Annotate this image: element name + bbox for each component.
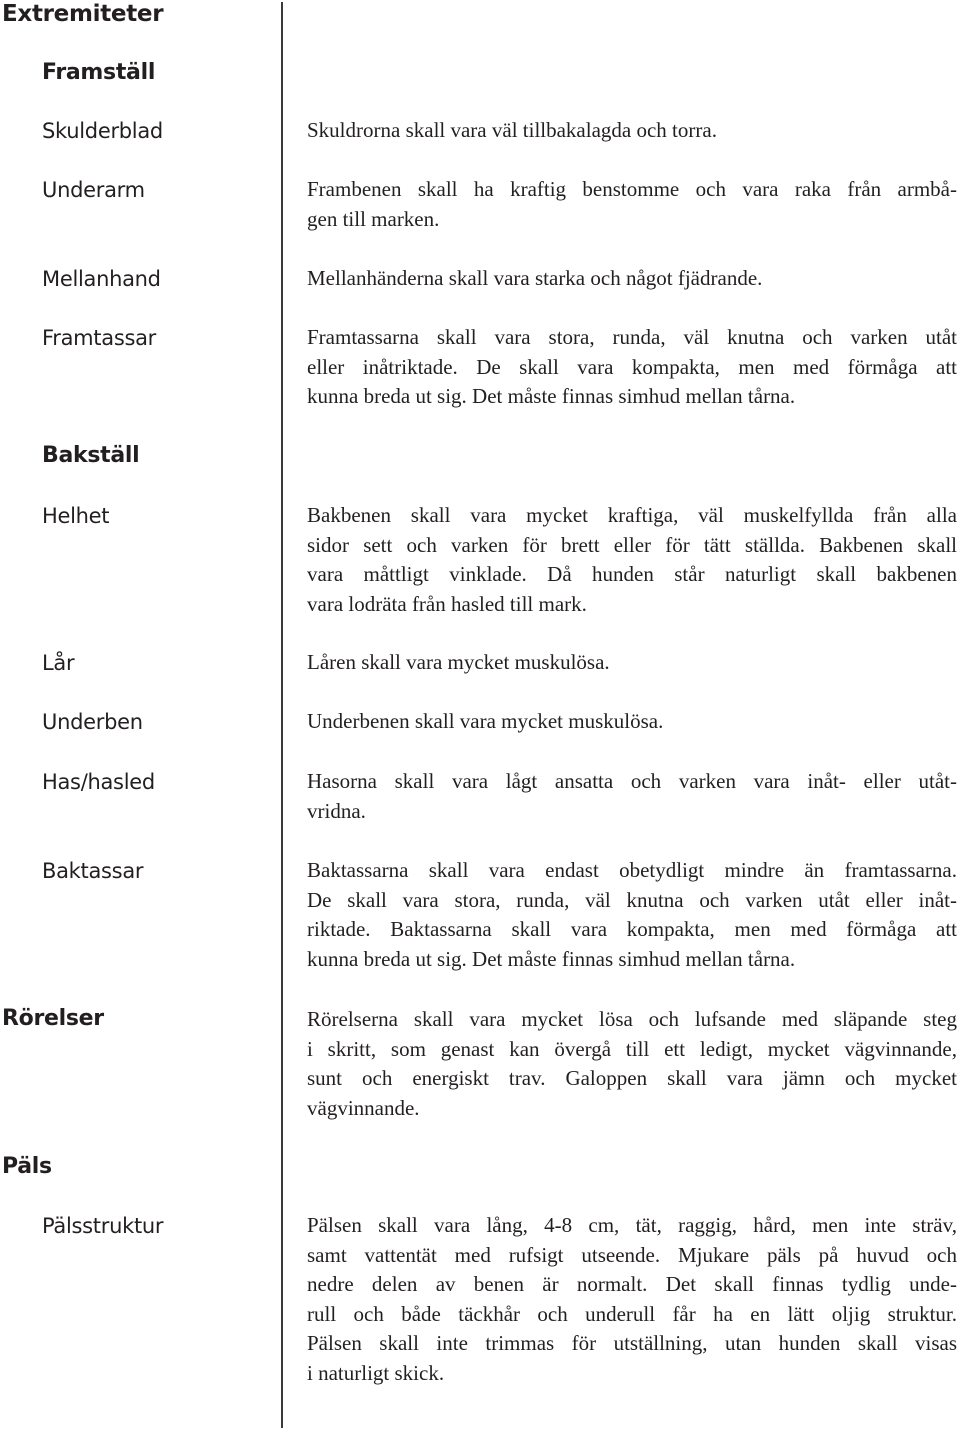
text-line: samt vattentät med rufsigt utseende. Mjukare päls på huvud och (307, 1242, 957, 1267)
text-palsstruktur (307, 1211, 957, 1388)
text-line: Pälsen skall inte trimmas för utställning, utan hunden skall visas (307, 1331, 957, 1355)
text-line: nedre delen av benen är normalt. Det skall finnas tydlig unde- (307, 1272, 957, 1296)
heading-pals: Päls (2, 1154, 52, 1179)
text-lar (307, 648, 957, 678)
text-helhet (307, 501, 957, 619)
label-baktassar: Baktassar (42, 859, 144, 883)
text-baktassar (307, 856, 957, 974)
text-line: vridna. (307, 798, 366, 823)
text-line: Rörelserna skall vara mycket lösa och lufsande med släpande steg (307, 1007, 957, 1031)
label-palsstruktur: Pälsstruktur (42, 1214, 164, 1238)
heading-rorelser: Rörelser (2, 1006, 104, 1031)
text-line: Pälsen skall vara lång, 4-8 cm, tät, raggig, hård, men inte sträv, (307, 1213, 957, 1237)
text-line: Låren skall vara mycket muskulösa. (307, 650, 610, 674)
text-line: Frambenen skall ha kraftig benstomme och vara raka från armbå- (307, 177, 957, 201)
text-line: Bakbenen skall vara mycket kraftiga, väl muskelfyllda från alla (307, 503, 957, 527)
label-framtassar: Framtassar (42, 326, 156, 350)
text-line: Hasorna skall vara lågt ansatta och varken vara inåt- eller utåt- (307, 769, 957, 793)
label-skulderblad: Skulderblad (42, 119, 163, 143)
text-line: rull och både täckhår och underull får ha en lätt oljig struktur. (307, 1301, 957, 1326)
text-line: riktade. Baktassarna skall vara kompakta, men med förmåga att (307, 917, 957, 941)
text-line: sidor sett och varken för brett eller för tätt ställda. Bakbenen skall (307, 532, 957, 557)
text-skulderblad (307, 116, 957, 146)
text-line: i skritt, som genast kan övergå till ett ledigt, mycket vägvinnande, (307, 1036, 957, 1061)
label-has-hasled: Has/hasled (42, 770, 155, 794)
text-framtassar (307, 323, 957, 412)
text-line: Baktassarna skall vara endast obetydligt mindre än framtassarna. (307, 858, 957, 882)
label-lar: Lår (42, 651, 75, 675)
text-line: eller inåtriktade. De skall vara kompakta, men med förmåga att (307, 354, 957, 379)
text-line: sunt och energiskt trav. Galoppen skall vara jämn och mycket (307, 1066, 957, 1090)
text-line: vara lodräta från hasled till mark. (307, 591, 587, 616)
text-line: Mellanhänderna skall vara starka och något fjädrande. (307, 266, 763, 290)
subheading-framstall: Framställ (42, 60, 156, 85)
text-mellanhand (307, 264, 957, 294)
text-line: Framtassarna skall vara stora, runda, väl knutna och varken utåt (307, 325, 957, 349)
label-underarm: Underarm (42, 178, 145, 202)
text-line: vägvinnande. (307, 1095, 420, 1120)
text-line: De skall vara stora, runda, väl knutna och varken utåt eller inåt- (307, 887, 957, 912)
text-line: Underbenen skall vara mycket muskulösa. (307, 709, 664, 733)
text-line: gen till marken. (307, 206, 440, 231)
text-underben (307, 707, 957, 737)
column-divider (281, 2, 283, 1428)
text-line: kunna breda ut sig. Det måste finnas simhud mellan tårna. (307, 384, 796, 408)
text-line: kunna breda ut sig. Det måste finnas simhud mellan tårna. (307, 946, 796, 971)
label-mellanhand: Mellanhand (42, 267, 161, 291)
text-has-hasled (307, 767, 957, 826)
text-underarm (307, 175, 957, 234)
label-helhet: Helhet (42, 504, 110, 528)
heading-extremiteter: Extremiteter (2, 1, 164, 27)
text-line: i naturligt skick. (307, 1360, 445, 1385)
subheading-bakstall: Bakställ (42, 443, 140, 468)
text-line: vara måttligt vinklade. Då hunden står naturligt skall bakbenen (307, 562, 957, 586)
text-rorelser (307, 1005, 957, 1123)
label-underben: Underben (42, 710, 143, 734)
text-line: Skuldrorna skall vara väl tillbakalagda och torra. (307, 118, 717, 142)
